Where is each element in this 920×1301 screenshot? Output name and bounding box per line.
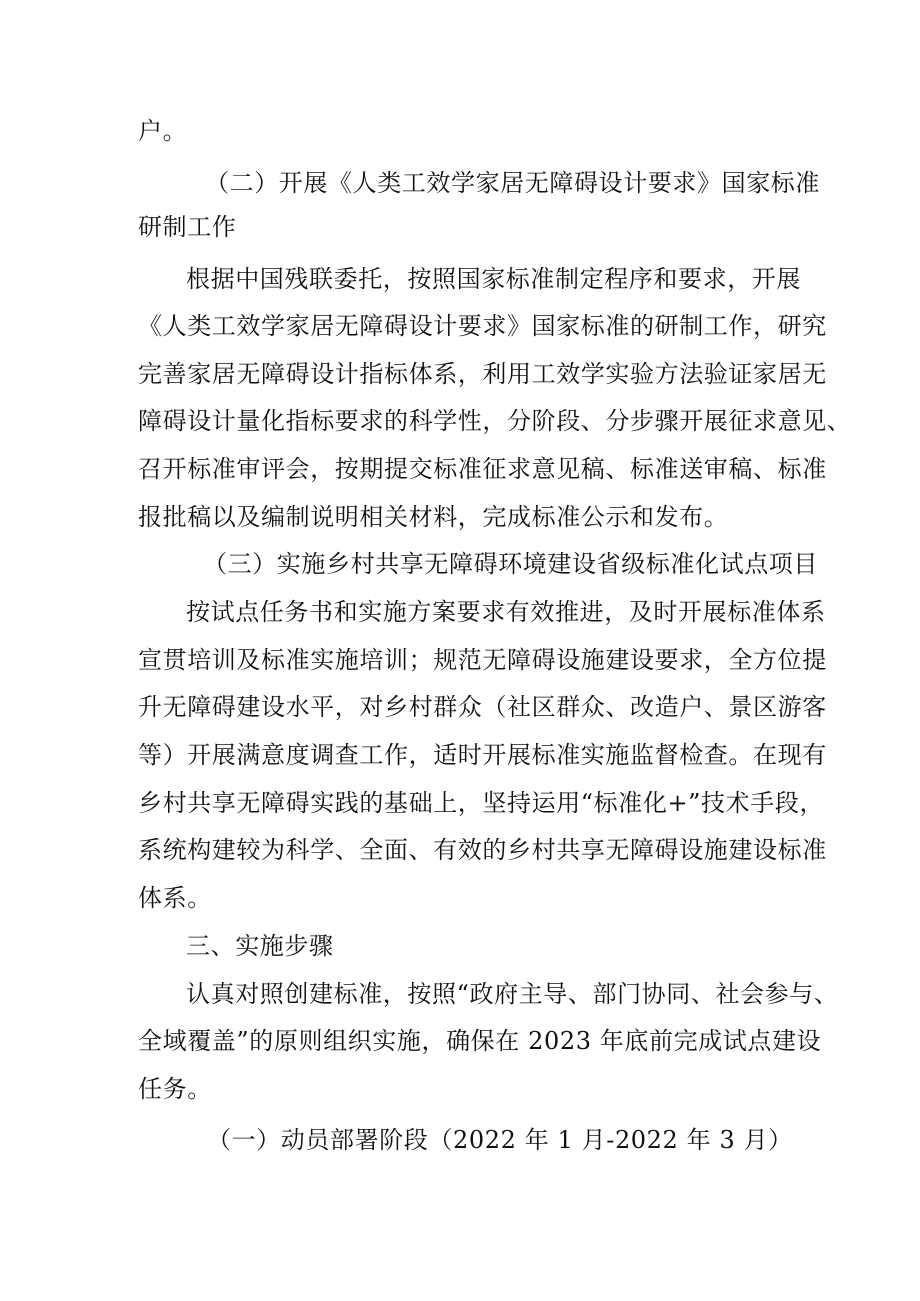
paragraph-line: 乡村共享无障碍实践的基础上，坚持运用“标准化+”技术手段，	[138, 789, 825, 817]
section-heading-2: （二）开展《人类工效学家居无障碍设计要求》国家标准	[205, 169, 820, 197]
paragraph-line: 任务。	[138, 1075, 212, 1103]
paragraph-line: 根据中国残联委托，按照国家标准制定程序和要求，开展	[186, 265, 801, 293]
paragraph-line: 认真对照创建标准，按照“政府主导、部门协同、社会参与、	[186, 980, 839, 1008]
chapter-heading: 三、实施步骤	[186, 932, 334, 960]
paragraph-line: 升无障碍建设水平，对乡村群众（社区群众、改造户、景区游客	[138, 693, 827, 721]
paragraph-continuation: 户。	[138, 117, 188, 145]
section-heading-3: （三）实施乡村共享无障碍环境建设省级标准化试点项目	[203, 550, 818, 578]
section-heading-2-cont: 研制工作	[138, 213, 237, 241]
paragraph-line: 召开标准审评会，按期提交标准征求意见稿、标准送审稿、标准	[138, 455, 827, 483]
paragraph-line: 体系。	[138, 884, 212, 912]
paragraph-line: 全域覆盖”的原则组织实施，确保在 2023 年底前完成试点建设	[138, 1027, 822, 1055]
paragraph-line: 障碍设计量化指标要求的科学性，分阶段、分步骤开展征求意见、	[138, 407, 852, 435]
paragraph-line: 系统构建较为科学、全面、有效的乡村共享无障碍设施建设标准	[138, 836, 827, 864]
paragraph-line: 宣贯培训及标准实施培训；规范无障碍设施建设要求，全方位提	[138, 646, 827, 674]
paragraph-line: 完善家居无障碍设计指标体系，利用工效学实验方法验证家居无	[138, 360, 827, 388]
stage-heading-1: （一）动员部署阶段（2022 年 1 月-2022 年 3 月）	[207, 1126, 793, 1154]
paragraph-line: 报批稿以及编制说明相关材料，完成标准公示和发布。	[138, 503, 729, 531]
paragraph-line: 等）开展满意度调查工作，适时开展标准实施监督检查。在现有	[138, 741, 827, 769]
paragraph-line: 《人类工效学家居无障碍设计要求》国家标准的研制工作，研究	[138, 312, 827, 340]
paragraph-line: 按试点任务书和实施方案要求有效推进，及时开展标准体系	[186, 598, 826, 626]
